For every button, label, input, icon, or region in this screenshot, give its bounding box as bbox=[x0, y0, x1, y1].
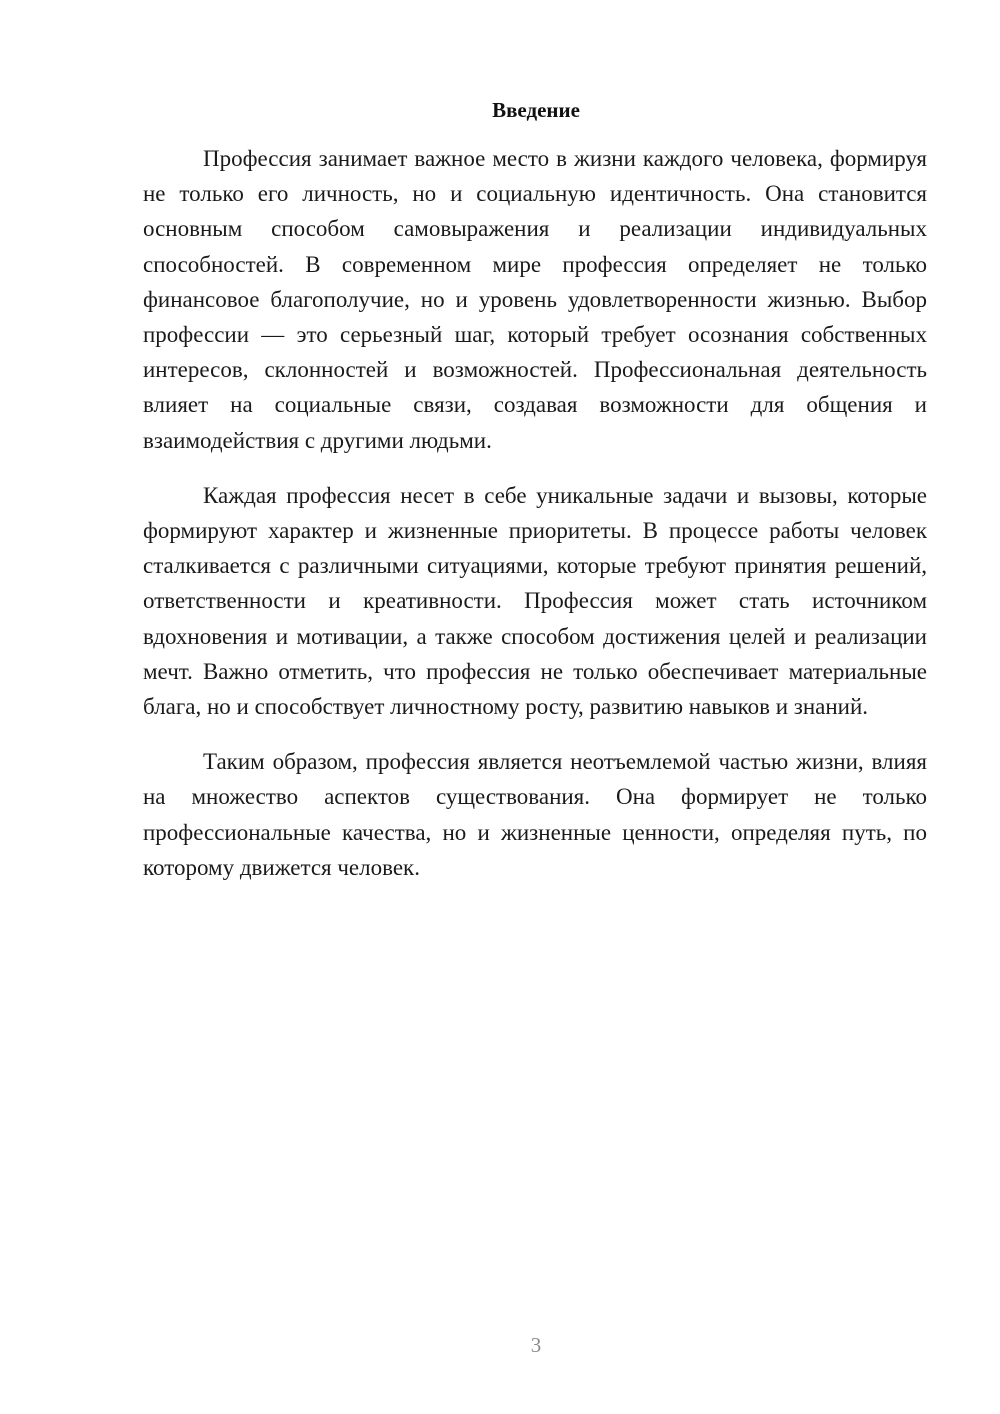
section-heading: Введение bbox=[492, 98, 580, 122]
paragraph-1: Профессия занимает важное место в жизни каждого человека, формируя не только его личность, но и социальную идентичность. Она становится основным способом самовыражения и реализации индивидуальных способностей. В современном мире профессия определяет не только финансовое благополучие, но и уровень удовлетворенности жизнью. Выбор профессии — это серьезный шаг, который требует осознания собственных интересов, склонностей и возможностей. Профессиональная деятельность влияет на социальные связи, создавая возможности для общения и взаимодействия с другими людьми. bbox=[143, 146, 927, 453]
body-text bbox=[143, 141, 927, 885]
page-number: 3 bbox=[530, 1333, 542, 1357]
paragraph-2: Каждая профессия несет в себе уникальные задачи и вызовы, которые формируют характер и жизненные приоритеты. В процессе работы человек сталкивается с различными ситуациями, которые требуют принятия решений, ответственности и креативности. Профессия может стать источником вдохновения и мотивации, а также способом достижения целей и реализации мечт. Важно отметить, что профессия не только обеспечивает материальные блага, но и способствует личностному росту, развитию навыков и знаний. bbox=[143, 482, 927, 720]
paragraph-3: Таким образом, профессия является неотъемлемой частью жизни, влияя на множество аспектов существования. Она формирует не только профессиональные качества, но и жизненные ценности, определяя путь, по которому движется человек. bbox=[143, 749, 927, 880]
